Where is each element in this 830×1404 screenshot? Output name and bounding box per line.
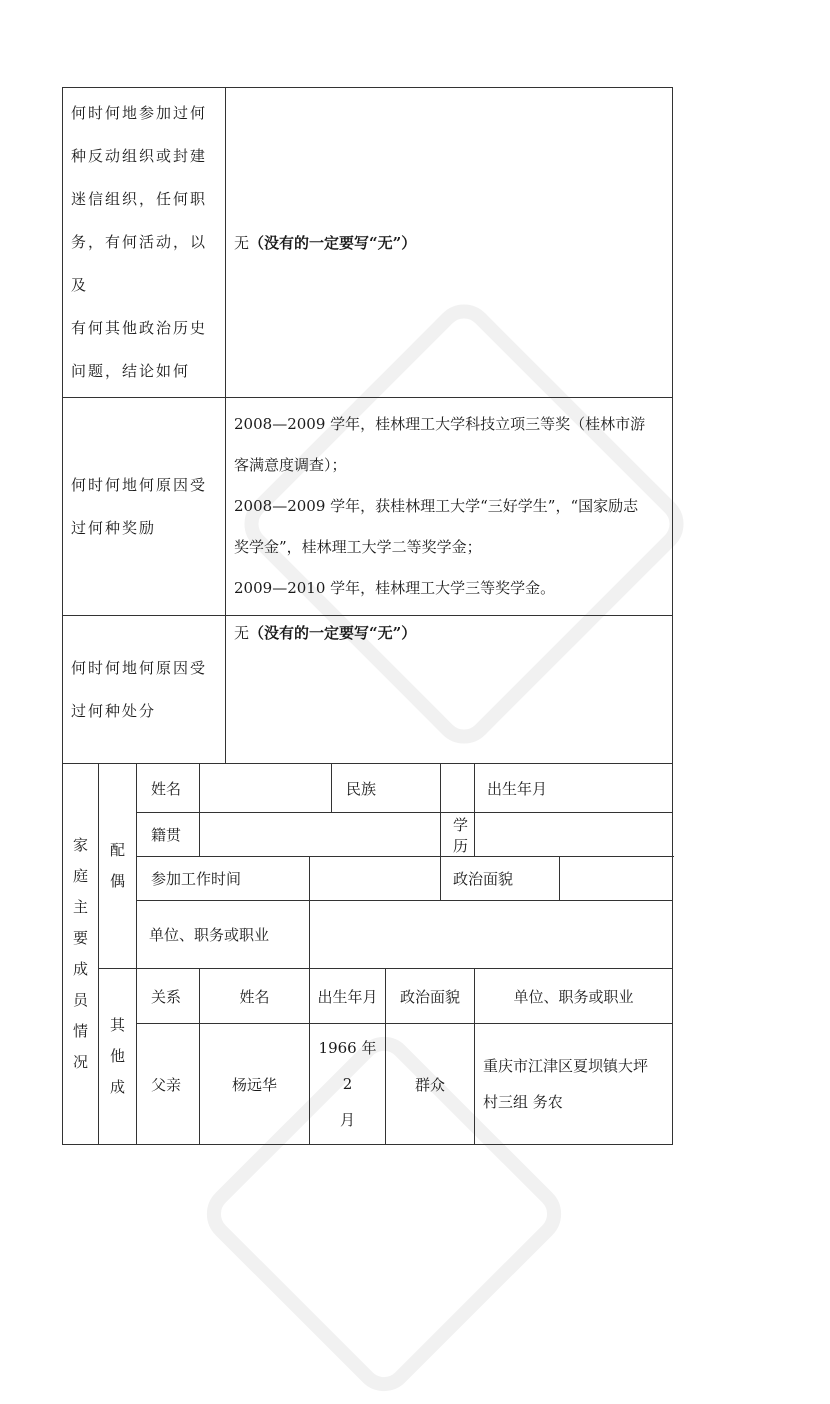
political-history-row	[63, 88, 673, 398]
spouse-birth-label: 出生年月	[475, 764, 673, 813]
reward-line: 2008—2009 学年，桂林理工大学科技立项三等奖（桂林市游	[234, 415, 646, 433]
political-history-label: 何时何地参加过何 种反动组织或封建 迷信组织，任何职 务，有何活动，以及 有何其他政治历史 问题，结论如何	[63, 88, 226, 398]
spouse-unit-label: 单位、职务或职业	[137, 901, 310, 969]
spouse-ethnicity-label: 民族	[332, 764, 441, 813]
member-row	[63, 1024, 673, 1145]
member-unit: 重庆市江津区夏坝镇大坪 村三组 务农	[475, 1024, 673, 1145]
member-name: 杨远华	[200, 1024, 310, 1145]
spouse-unit-value[interactable]	[310, 901, 673, 969]
others-header-row	[63, 969, 673, 1024]
rewards-value	[226, 398, 673, 616]
reward-line: 2008—2009 学年，获桂林理工大学“三好学生”，“国家励志	[234, 497, 639, 515]
punishment-row	[63, 616, 673, 764]
spouse-name-value[interactable]	[200, 764, 332, 813]
member-relation: 父亲	[137, 1024, 200, 1145]
spouse-political-value[interactable]	[560, 857, 673, 901]
punishment-value: 无（没有的一定要写“无”）	[226, 616, 673, 764]
spouse-row-4	[63, 901, 673, 969]
header-name: 姓名	[200, 969, 310, 1024]
header-birth: 出生年月	[310, 969, 386, 1024]
others-section-label: 其 他 成	[99, 969, 137, 1145]
punishment-label: 何时何地何原因受 过何种处分	[63, 616, 226, 764]
personal-history-form	[62, 87, 673, 1145]
reward-line: 奖学金”，桂林理工大学二等奖学金；	[234, 538, 482, 556]
spouse-education-value[interactable]	[475, 813, 673, 857]
spouse-name-label: 姓名	[137, 764, 200, 813]
rewards-row	[63, 398, 673, 616]
political-history-value: 无（没有的一定要写“无”）	[226, 88, 673, 398]
header-political: 政治面貌	[386, 969, 475, 1024]
spouse-section-label: 配 偶	[99, 764, 137, 969]
rewards-label: 何时何地何原因受 过何种奖励	[63, 398, 226, 616]
spouse-work-time-value[interactable]	[310, 857, 441, 901]
family-section-label: 家 庭 主 要 成 员 情 况	[63, 764, 99, 1145]
spouse-political-label: 政治面貌	[441, 857, 560, 901]
member-political: 群众	[386, 1024, 475, 1145]
spouse-row-3	[63, 857, 673, 901]
spouse-row-2	[63, 813, 673, 857]
member-birth: 1966 年 2 月	[310, 1024, 386, 1145]
header-unit: 单位、职务或职业	[475, 969, 673, 1024]
spouse-work-time-label: 参加工作时间	[137, 857, 310, 901]
reward-line: 2009—2010 学年，桂林理工大学三等奖学金。	[234, 579, 556, 597]
spouse-education-label: 学历	[441, 813, 475, 857]
spouse-ethnicity-value[interactable]	[441, 764, 475, 813]
spouse-native-label: 籍贯	[137, 813, 200, 857]
reward-line: 客满意度调查）；	[234, 456, 347, 474]
header-relation: 关系	[137, 969, 200, 1024]
spouse-native-value[interactable]	[200, 813, 441, 857]
spouse-row-1	[63, 764, 673, 813]
